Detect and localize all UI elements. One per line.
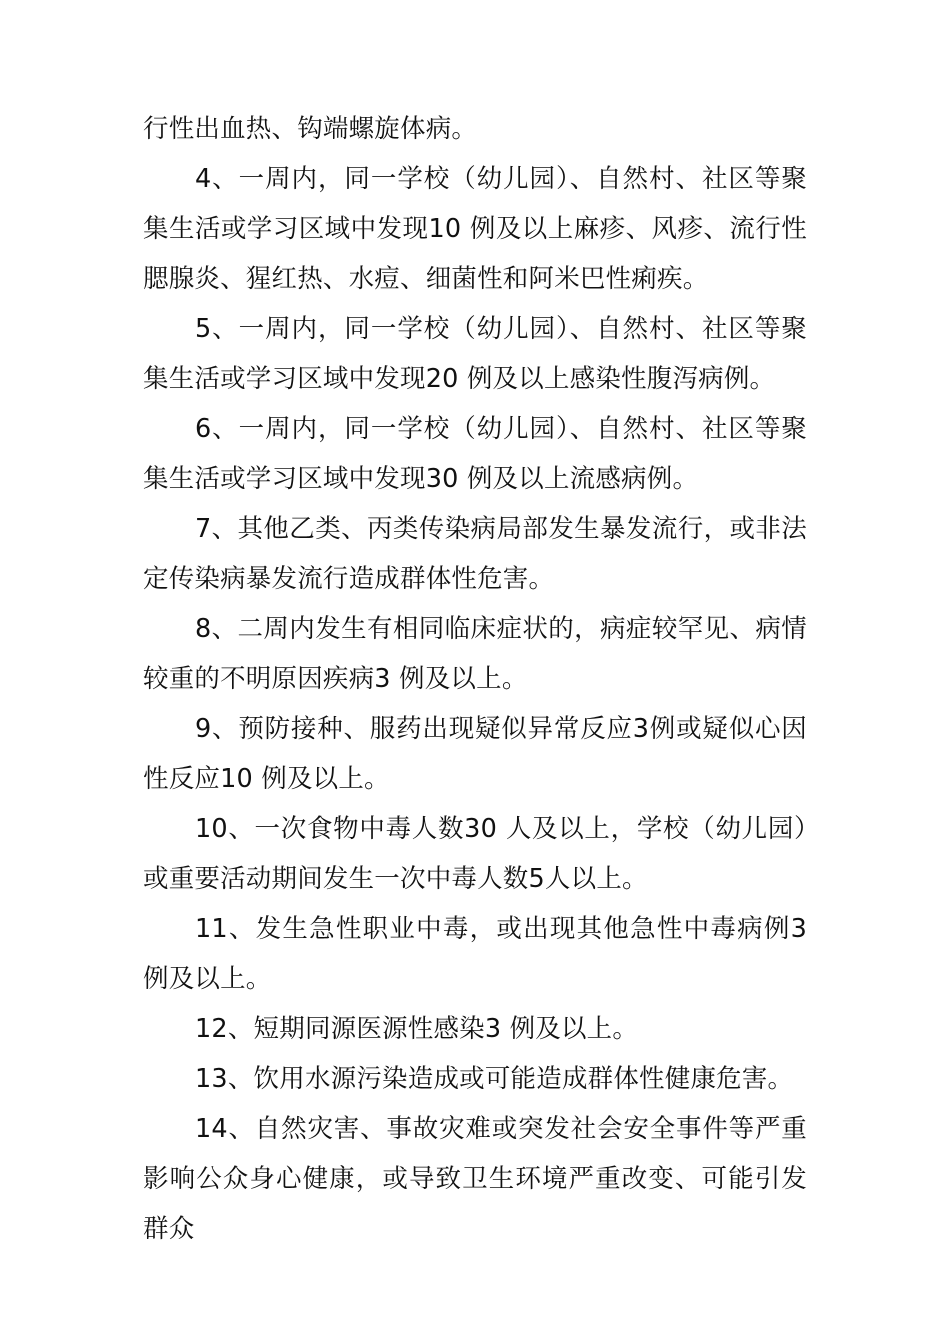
paragraph-item-7: 7、其他乙类、丙类传染病局部发生暴发流行，或非法定传染病暴发流行造成群体性危害。 (143, 514, 807, 594)
paragraph-item-14: 14、自然灾害、事故灾难或突发社会安全事件等严重影响公众身心健康，或导致卫生环境严重改变、可能引发群众 (143, 1114, 807, 1244)
paragraph-item-4: 4、一周内，同一学校（幼儿园）、自然村、社区等聚集生活或学习区域中发现10 例及以上麻疹、风疹、流行性腮腺炎、猩红热、水痘、细菌性和阿米巴性痢疾。 (143, 164, 807, 294)
paragraph-item-9: 9、预防接种、服药出现疑似异常反应3例或疑似心因性反应10 例及以上。 (143, 714, 807, 794)
document-body (143, 104, 807, 1254)
paragraph-item-5: 5、一周内，同一学校（幼儿园）、自然村、社区等聚集生活或学习区域中发现20 例及以上感染性腹泻病例。 (143, 314, 807, 394)
paragraph-item-8: 8、二周内发生有相同临床症状的，病症较罕见、病情较重的不明原因疾病3 例及以上。 (143, 614, 807, 694)
paragraph-item-10: 10、一次食物中毒人数30 人及以上，学校（幼儿园）或重要活动期间发生一次中毒人数5人以上。 (143, 814, 807, 894)
paragraph-item-13: 13、饮用水源污染造成或可能造成群体性健康危害。 (195, 1064, 794, 1094)
paragraph-item-6: 6、一周内，同一学校（幼儿园）、自然村、社区等聚集生活或学习区域中发现30 例及以上流感病例。 (143, 414, 807, 494)
paragraph-item-12: 12、短期同源医源性感染3 例及以上。 (195, 1014, 639, 1044)
paragraph-continuation: 行性出血热、钩端螺旋体病。 (143, 114, 478, 144)
paragraph-item-11: 11、发生急性职业中毒，或出现其他急性中毒病例3 例及以上。 (143, 914, 807, 994)
